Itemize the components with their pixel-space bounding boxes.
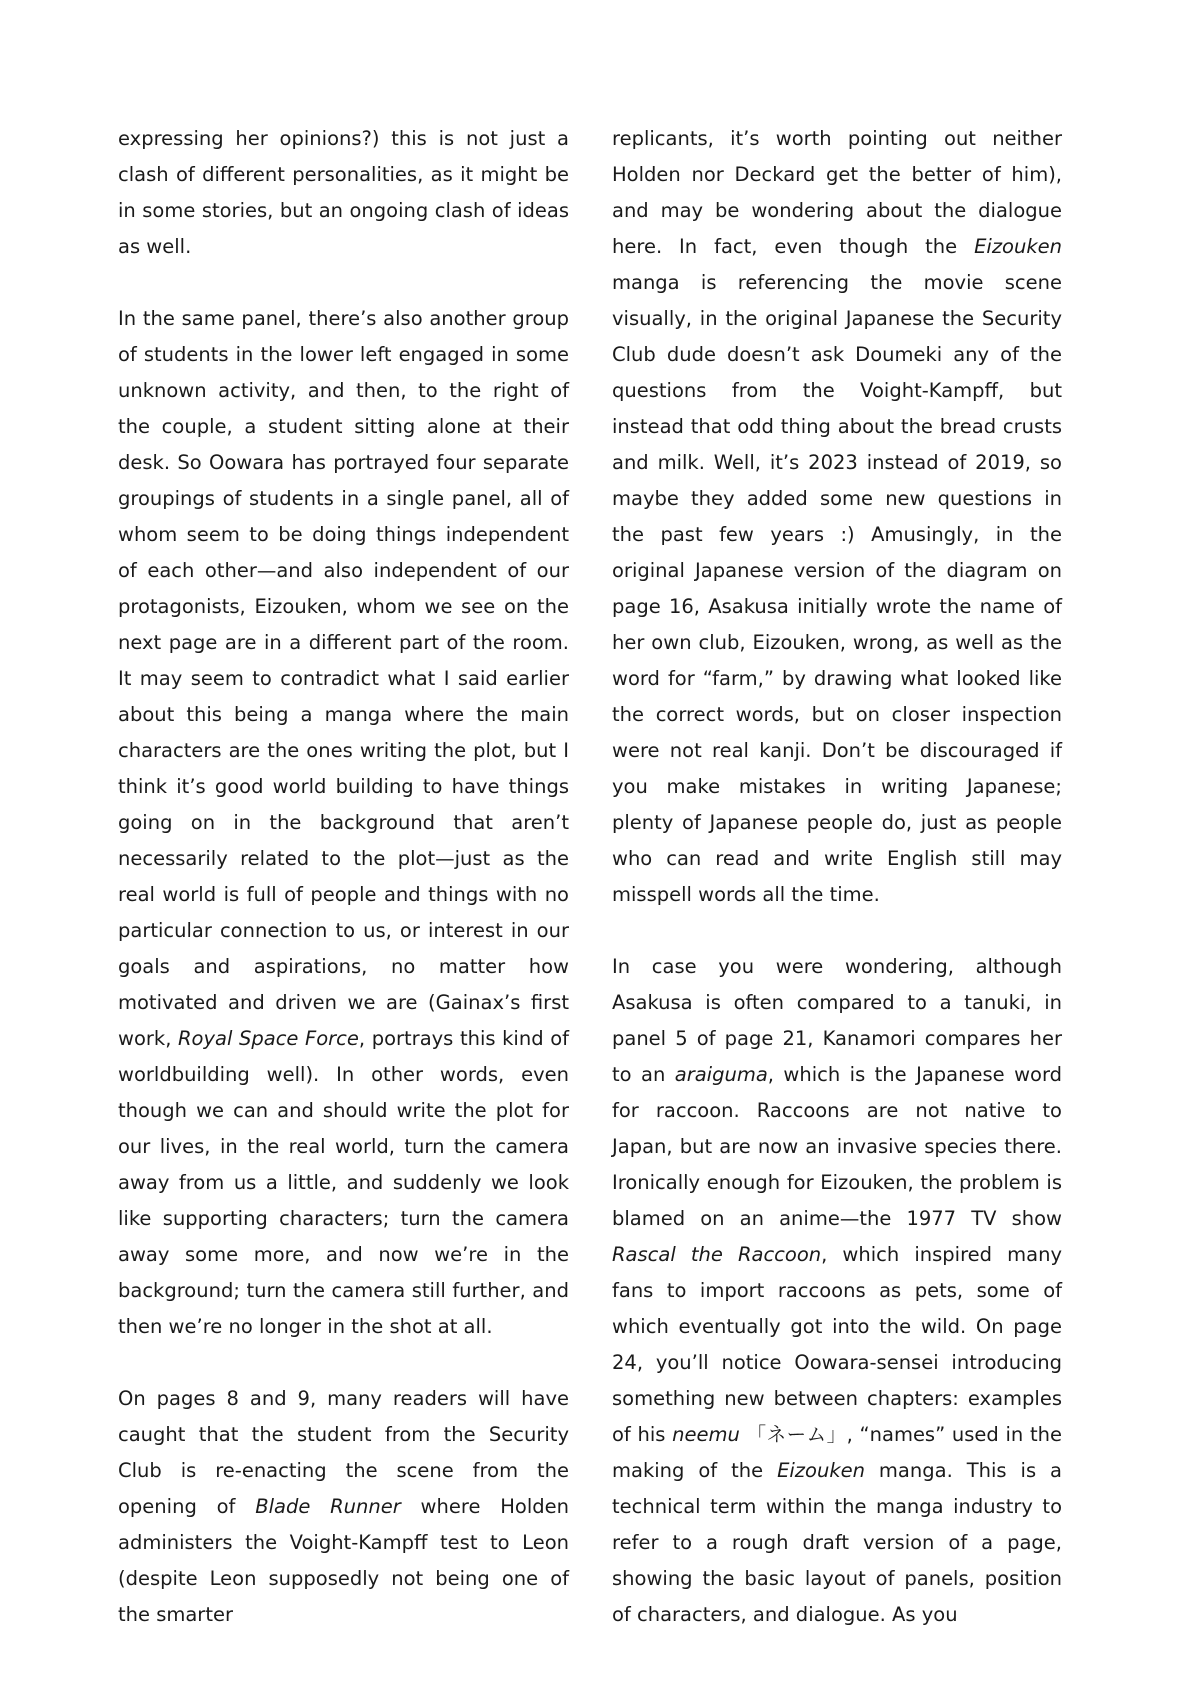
paragraph bbox=[118, 121, 569, 265]
paragraph bbox=[118, 1381, 569, 1633]
work-title: Eizouken bbox=[974, 235, 1062, 258]
paragraph-text: , portrays this kind of worldbuilding well). In other words, even though we can and should write the plot for our lives, in the real world, turn the camera away from us a little, and suddenly we look like supporting characters; turn the camera away some more, and now we’re in the background; turn the camera still further, and then we’re no longer in the shot at all. bbox=[118, 1027, 569, 1338]
work-title: Rascal the Raccoon bbox=[612, 1243, 822, 1266]
paragraph-text: , which inspired many fans to import raccoons as pets, some of which eventually got into the wild. On page 24, you’ll notice Oowara-sensei introducing something new between chapters: examples of his bbox=[612, 1243, 1062, 1446]
paragraph-text: 「ネーム」, “names” used in the making of the bbox=[612, 1423, 1062, 1482]
paragraph bbox=[118, 301, 569, 1345]
work-title: Royal Space Force bbox=[178, 1027, 359, 1050]
japanese-term: neemu bbox=[672, 1423, 740, 1446]
paragraph-text: On pages 8 and 9, many readers will have caught that the student from the Security Club is re-enacting the scene from the opening of bbox=[118, 1387, 569, 1518]
work-title: Blade Runner bbox=[255, 1495, 401, 1518]
paragraph-text: In the same panel, there’s also another group of students in the lower left engaged in some unknown activity, and then, to the right of the couple, a student sitting alone at their desk. So Oowara has portrayed four separate groupings of students in a single panel, all of whom seem to be doing things independent of each other—and also independent of our protagonists, Eizouken, whom we see on the next page are in a different part of the room. It may seem to contradict what I said earlier about this being a manga where the main characters are the ones writing the plot, but I think it’s good world building to have things going on in the background that aren’t necessarily related to the plot—just as the real world is full of people and things with no particular connection to us, or interest in our goals and aspirations, no matter how motivated and driven we are (Gainax’s first work, bbox=[118, 307, 569, 1050]
work-title: Eizouken bbox=[777, 1459, 865, 1482]
japanese-term: araiguma bbox=[674, 1063, 768, 1086]
paragraph-text: manga is referencing the movie scene visually, in the original Japanese the Security Club dude doesn’t ask Doumeki any of the questions from the Voight-Kampff, but instead that odd thing about the bread crusts and milk. Well, it’s 2023 instead of 2019, so maybe they added some new questions in the past few years :) Amusingly, in the original Japanese version of the diagram on page 16, Asakusa initially wrote the name of her own club, Eizouken, wrong, as well as the word for “farm,” by drawing what looked like the correct words, but on closer inspection were not real kanji. Don’t be discouraged if you make mistakes in writing Japanese; plenty of Japanese people do, just as people who can read and write English still may misspell words all the time. bbox=[612, 271, 1062, 906]
paragraph-text: , which is the Japanese word for raccoon. Raccoons are not native to Japan, but are now an invasive species there. Ironically enough for Eizouken, the problem is blamed on an anime—the 1977 TV show bbox=[612, 1063, 1062, 1230]
paragraph-text: In case you were wondering, although Asakusa is often compared to a tanuki, in panel 5 of page 21, Kanamori compares her to an bbox=[612, 955, 1062, 1086]
paragraph-text: replicants, it’s worth pointing out neither Holden nor Deckard get the better of him), and may be wondering about the dialogue here. In fact, even though the bbox=[612, 127, 1062, 258]
paragraph bbox=[612, 121, 1062, 913]
right-column bbox=[612, 121, 1062, 1633]
paragraph bbox=[612, 949, 1062, 1633]
paragraph-text: where Holden administers the Voight-Kampff test to Leon (despite Leon supposedly not being one of the smarter bbox=[118, 1495, 569, 1626]
paragraph-text: manga. This is a technical term within the manga industry to refer to a rough draft version of a page, showing the basic layout of panels, position of characters, and dialogue. As you bbox=[612, 1459, 1062, 1626]
left-column bbox=[118, 121, 569, 1633]
paragraph-text: expressing her opinions?) this is not just a clash of different personalities, as it might be in some stories, but an ongoing clash of ideas as well. bbox=[118, 127, 569, 258]
